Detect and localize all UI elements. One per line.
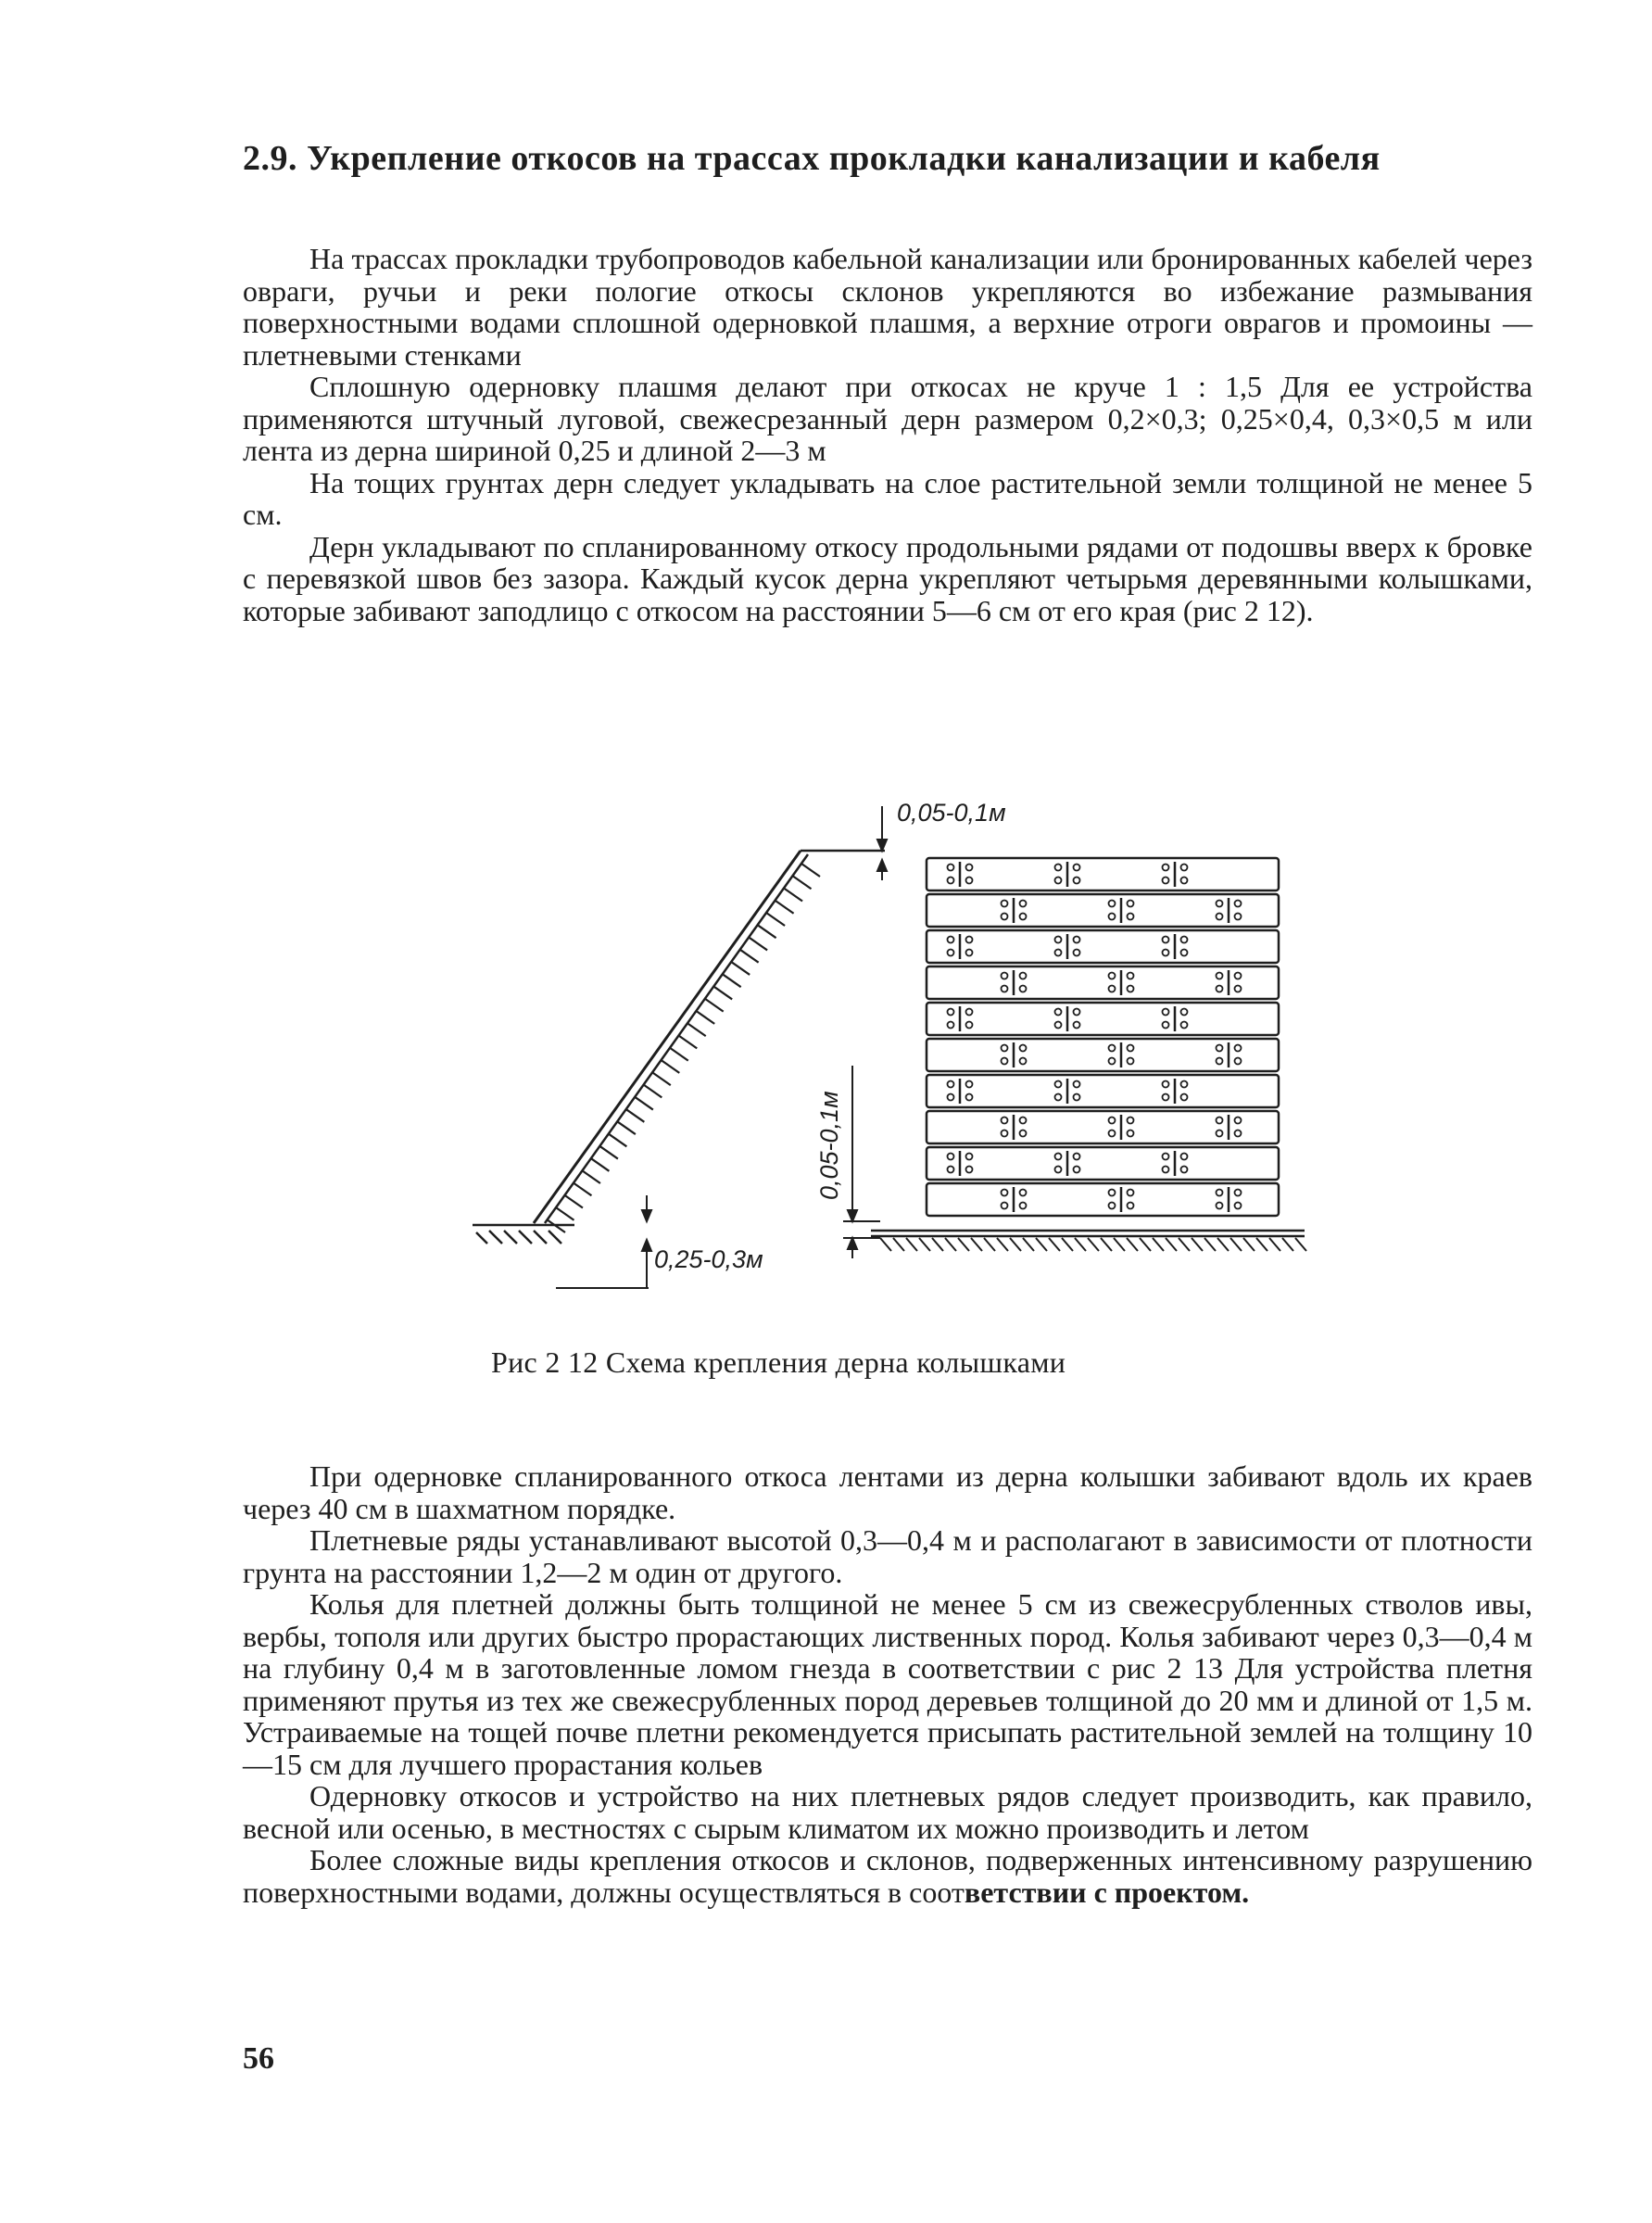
stake-head [1020, 1203, 1027, 1209]
stake-head [1002, 1190, 1008, 1196]
stake-head [1020, 914, 1027, 920]
stake-mark [749, 937, 767, 950]
stake-head [1217, 1203, 1223, 1209]
stake-mark [625, 1109, 644, 1122]
stake-head [1235, 1190, 1242, 1196]
stake-mark [793, 876, 812, 889]
stake-head [966, 1081, 973, 1088]
stake-mark [696, 1011, 714, 1024]
stake-head [1002, 1118, 1008, 1124]
stake-head [1217, 1190, 1223, 1196]
stake-head [1128, 1118, 1134, 1124]
hatch-mark [1295, 1238, 1306, 1251]
stake-mark [590, 1158, 609, 1171]
stake-mark [801, 864, 820, 877]
stake-head [948, 1167, 954, 1173]
stake-head [1181, 1009, 1188, 1016]
stake-head [1074, 1094, 1080, 1101]
stake-head [1181, 1167, 1188, 1173]
stake-mark [555, 1207, 574, 1220]
stake-mark [731, 962, 750, 975]
stake-mark [573, 1182, 591, 1195]
paragraph: На тощих грунтах дерн следует укладывать на слое растительной земли толщиной не менее 5 см. [243, 465, 1532, 531]
stake-head [1128, 1203, 1134, 1209]
stake-head [1055, 1022, 1062, 1029]
paragraph-text: Более сложные виды крепления откосов и склонов, подверженных интенсивному разрушению поверхностными водами, должны осуществляться в соот [243, 1843, 1532, 1909]
hatch-mark [1192, 1238, 1203, 1251]
stake-head [1181, 950, 1188, 956]
stake-head [948, 865, 954, 871]
turf-diagram [463, 788, 1316, 1325]
stake-head [1002, 1045, 1008, 1052]
stake-head [1163, 1009, 1169, 1016]
stake-head [1128, 973, 1134, 979]
stake-head [1235, 986, 1242, 992]
stake-head [1055, 937, 1062, 943]
hatch-mark [1088, 1238, 1099, 1251]
stake-head [948, 878, 954, 884]
stake-head [1235, 1203, 1242, 1209]
stake-head [1163, 1081, 1169, 1088]
stake-head [1163, 1022, 1169, 1029]
stake-head [1109, 973, 1116, 979]
stake-mark [635, 1097, 653, 1110]
stake-head [1217, 1130, 1223, 1137]
text-block-bottom [243, 1460, 1532, 1908]
stake-head [1055, 1094, 1062, 1101]
stake-head [1217, 1118, 1223, 1124]
stake-head [966, 878, 973, 884]
stake-head [1109, 1118, 1116, 1124]
hatch-mark [1282, 1238, 1293, 1251]
hatch-mark [906, 1238, 917, 1251]
dimension-bottom [556, 1195, 651, 1288]
stake-head [1109, 1058, 1116, 1065]
hatch-mark [1114, 1238, 1125, 1251]
ground-right [871, 1231, 1305, 1236]
stake-head [1002, 973, 1008, 979]
stake-head [1074, 950, 1080, 956]
hatch-mark [932, 1238, 943, 1251]
stake-head [948, 1009, 954, 1016]
dimension-top [877, 806, 887, 880]
stake-head [1002, 1203, 1008, 1209]
stake-mark [661, 1060, 679, 1073]
dimension-label-bottom: 0,25-0,3м [654, 1245, 763, 1273]
stake-head [1002, 1130, 1008, 1137]
stake-head [1109, 1130, 1116, 1137]
hatch-mark [1230, 1238, 1242, 1251]
paragraph: На трассах прокладки трубопроводов кабельной канализации или бронированных кабелей через овраги, ручьи и реки пологие откосы склонов укрепляются во избежание размывания поверхностными водами сплошной одерновкой плашмя, а верхние отроги оврагов и промоины — плетневыми стенками [243, 242, 1532, 372]
stake-head [1128, 914, 1134, 920]
hatch-mark [971, 1238, 982, 1251]
dimension-label-side: 0,05-0,1м [815, 1091, 843, 1200]
stake-mark [564, 1195, 583, 1208]
stake-head [1109, 1203, 1116, 1209]
stake-head [1217, 1045, 1223, 1052]
stake-mark [740, 950, 759, 963]
hatch-mark [1075, 1238, 1086, 1251]
stake-head [948, 937, 954, 943]
hatch-mark [880, 1238, 891, 1251]
hatch-mark [919, 1238, 930, 1251]
stake-head [1217, 973, 1223, 979]
hatch-mark [1023, 1238, 1034, 1251]
stake-head [1181, 865, 1188, 871]
stake-head [948, 1081, 954, 1088]
stake-head [1128, 901, 1134, 907]
hatch-mark [1101, 1238, 1112, 1251]
stake-head [966, 950, 973, 956]
stake-head [1217, 1058, 1223, 1065]
stake-head [1074, 1081, 1080, 1088]
stake-head [1128, 1045, 1134, 1052]
stake-head [1055, 1154, 1062, 1160]
paragraph: Колья для плетней должны быть толщиной не менее 5 см из свежесрубленных стволов ивы, вербы, тополя или других быстро прорастающих лиственных пород. Колья забивают через 0,3—0,4 м на глубину 0,4 м в заготовленные ломом гнезда в соответствии с рис 2 13 Для устройства плетня применяют прутья из тех же свежесрубленных пород деревьев толщиной до 20 мм и длиной от 1,5 м. Устраиваемые на тощей почве плетни рекомендуется присыпать растительной землей на толщину 10—15 см для лучшего прорастания кольев [243, 1587, 1532, 1781]
paragraph: Одерновку откосов и устройство на них плетневых рядов следует производить, как правило, весной или осенью, в местностях с сырым климатом их можно производить и летом [243, 1779, 1532, 1845]
stake-head [1235, 1118, 1242, 1124]
stake-mark [713, 986, 732, 999]
stake-head [1163, 937, 1169, 943]
turf-course [927, 930, 1279, 963]
hatch-mark [1010, 1238, 1021, 1251]
stake-head [948, 1154, 954, 1160]
hatch-mark [984, 1238, 995, 1251]
stake-head [1163, 1094, 1169, 1101]
text-block-top [243, 243, 1532, 626]
hatch-mark [1256, 1238, 1267, 1251]
stake-head [948, 1022, 954, 1029]
stake-mark [687, 1023, 706, 1036]
stake-mark [652, 1072, 671, 1085]
hatch-mark [945, 1238, 956, 1251]
stake-head [1020, 986, 1027, 992]
stake-head [1217, 986, 1223, 992]
turf-course [927, 894, 1279, 927]
stake-head [1235, 1045, 1242, 1052]
stake-head [1217, 914, 1223, 920]
stake-mark [758, 925, 776, 938]
stake-mark [784, 888, 802, 901]
turf-wall [927, 858, 1279, 1216]
stake-head [1163, 1154, 1169, 1160]
stake-mark [617, 1121, 636, 1134]
stake-head [1181, 1154, 1188, 1160]
stake-head [1235, 901, 1242, 907]
stake-head [1235, 914, 1242, 920]
stake-head [1128, 1130, 1134, 1137]
stake-mark [678, 1035, 697, 1048]
stake-head [948, 950, 954, 956]
ground-hatching [880, 1238, 1306, 1251]
stake-head [966, 937, 973, 943]
hatch-mark [1179, 1238, 1190, 1251]
paragraph: Плетневые ряды устанавливают высотой 0,3—0,4 м и располагают в зависимости от плотности грунта на расстоянии 1,2—2 м один от другого. [243, 1523, 1532, 1589]
hatch-mark [1062, 1238, 1073, 1251]
stake-head [1020, 901, 1027, 907]
stake-head [1235, 973, 1242, 979]
figure-caption: Рис 2 12 Схема крепления дерна колышками [491, 1345, 1066, 1379]
stake-head [1128, 1058, 1134, 1065]
stake-head [1109, 914, 1116, 920]
stake-head [1055, 1081, 1062, 1088]
stake-mark [723, 974, 741, 987]
stake-head [1109, 986, 1116, 992]
paragraph: Дерн укладывают по спланированному откосу продольными рядами от подошвы вверх к бровке с перевязкой швов без зазора. Каждый кусок дерна укрепляют четырьмя деревянными колышками, которые забивают заподлицо с откосом на расстоянии 5—6 см от его края (рис 2 12). [243, 529, 1532, 627]
hatch-mark [1269, 1238, 1280, 1251]
turf-course [927, 858, 1279, 890]
stake-head [1074, 1154, 1080, 1160]
stake-mark [670, 1048, 688, 1061]
stake-head [1020, 973, 1027, 979]
stake-head [1020, 1045, 1027, 1052]
stake-head [1109, 901, 1116, 907]
hatch-mark [1153, 1238, 1164, 1251]
stake-head [1002, 986, 1008, 992]
stake-head [1109, 1190, 1116, 1196]
stake-head [966, 1022, 973, 1029]
turf-course [927, 966, 1279, 999]
stake-head [1020, 1190, 1027, 1196]
stake-head [948, 1094, 954, 1101]
turf-course [927, 1147, 1279, 1180]
paragraph-bold-tail: ветствии с проектом. [964, 1875, 1250, 1909]
stake-head [966, 1167, 973, 1173]
stake-head [1020, 1058, 1027, 1065]
hatch-mark [1140, 1238, 1151, 1251]
stake-head [966, 1009, 973, 1016]
paragraph-last [243, 1844, 1532, 1908]
turf-course [927, 1111, 1279, 1143]
stake-head [1020, 1118, 1027, 1124]
stake-mark [643, 1084, 662, 1097]
stake-head [1055, 865, 1062, 871]
stake-head [1055, 950, 1062, 956]
stake-head [1074, 937, 1080, 943]
stake-head [1055, 878, 1062, 884]
stake-head [1074, 1022, 1080, 1029]
stake-head [1181, 1022, 1188, 1029]
paragraph: При одерновке спланированного откоса лентами из дерна колышки забивают вдоль их краев через 40 см в шахматном порядке. [243, 1459, 1532, 1525]
stake-head [1128, 1190, 1134, 1196]
hatch-mark [893, 1238, 904, 1251]
hatch-mark [1204, 1238, 1216, 1251]
stake-head [1128, 986, 1134, 992]
stake-head [1074, 865, 1080, 871]
turf-course [927, 1075, 1279, 1107]
stake-head [1020, 1130, 1027, 1137]
stake-head [1181, 1094, 1188, 1101]
page-number: 56 [243, 2041, 274, 2076]
stake-mark [608, 1133, 626, 1146]
stake-head [1074, 1167, 1080, 1173]
hatch-mark [1166, 1238, 1177, 1251]
hatch-mark [958, 1238, 969, 1251]
stake-head [966, 1154, 973, 1160]
hatch-mark [1049, 1238, 1060, 1251]
turf-course [927, 1003, 1279, 1035]
stake-mark [599, 1146, 618, 1159]
stake-head [1181, 937, 1188, 943]
hatch-mark [997, 1238, 1008, 1251]
hatch-mark [1243, 1238, 1255, 1251]
stake-mark [766, 913, 785, 926]
stake-head [1055, 1009, 1062, 1016]
stake-head [1181, 878, 1188, 884]
turf-course [927, 1039, 1279, 1071]
hatch-mark [1217, 1238, 1229, 1251]
stake-mark [776, 901, 794, 914]
stake-head [966, 865, 973, 871]
stake-head [1074, 1009, 1080, 1016]
stake-mark [582, 1170, 600, 1183]
stake-head [966, 1094, 973, 1101]
stake-head [1163, 878, 1169, 884]
turf-course [927, 1183, 1279, 1216]
stake-head [1002, 901, 1008, 907]
slope-stakes [547, 864, 820, 1232]
figure-turf-fastening [463, 788, 1316, 1325]
stake-head [1163, 1167, 1169, 1173]
section-heading: 2.9. Укрепление откосов на трассах прокладки канализации и кабеля [243, 139, 1381, 178]
hatch-mark [1127, 1238, 1138, 1251]
dimension-label-top: 0,05-0,1м [897, 799, 1006, 827]
paragraph: Сплошную одерновку плашмя делают при откосах не круче 1 : 1,5 Для ее устройства применяются штучный луговой, свежесрезанный дерн размером 0,2×0,3; 0,25×0,4, 0,3×0,5 м или лента из дерна шириной 0,25 и длиной 2—3 м [243, 370, 1532, 467]
stake-head [1181, 1081, 1188, 1088]
stake-mark [705, 999, 724, 1012]
stake-head [1002, 1058, 1008, 1065]
stake-head [1074, 878, 1080, 884]
hatch-mark [1036, 1238, 1047, 1251]
stake-head [1163, 865, 1169, 871]
stake-head [1217, 901, 1223, 907]
stake-head [1235, 1130, 1242, 1137]
stake-head [1109, 1045, 1116, 1052]
stake-head [1002, 914, 1008, 920]
stake-head [1055, 1167, 1062, 1173]
stake-head [1235, 1058, 1242, 1065]
stake-head [1163, 950, 1169, 956]
